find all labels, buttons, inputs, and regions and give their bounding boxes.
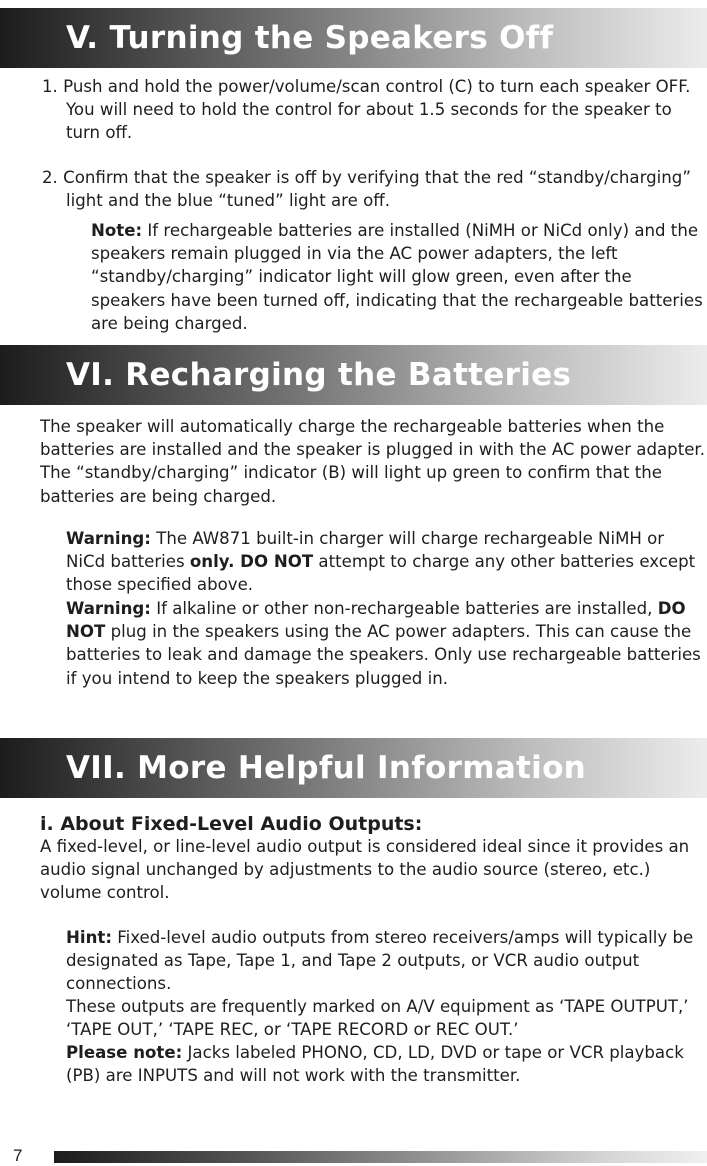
warning-2-text-a: If alkaline or other non-rechargeable batteries are installed, bbox=[150, 599, 658, 618]
step-2: 2. Confirm that the speaker is off by verifying that the red “standby/charging” light and the blue “tuned” light are off. bbox=[42, 168, 691, 211]
section-vi-title: VI. Recharging the Batteries bbox=[66, 357, 572, 393]
warning-2-label: Warning: bbox=[66, 599, 151, 618]
warning-2-emphasis: DO NOT bbox=[66, 599, 686, 642]
fixed-level-subheading: i. About Fixed-Level Audio Outputs: bbox=[40, 813, 423, 835]
fixed-level-intro: A fixed-level, or line-level audio output is considered ideal since it provides an audio signal unchanged by adjustments to the audio source (stereo, etc.) volume control. bbox=[40, 837, 690, 903]
warning-1-text-b: attempt to charge any other batteries except those specified above. bbox=[66, 552, 696, 595]
page-number: 7 bbox=[13, 1146, 23, 1165]
hint-text: Fixed-level audio outputs from stereo receivers/amps will typically be designated as Tape, Tape 1, and Tape 2 outputs, or VCR audio output connections. bbox=[66, 928, 694, 994]
warning-1-text-a: The AW871 built-in charger will charge rechargeable NiMH or NiCd batteries bbox=[66, 529, 665, 572]
section-v-title: V. Turning the Speakers Off bbox=[66, 20, 554, 56]
please-note-paragraph bbox=[66, 1041, 707, 1087]
hint-label: Hint: bbox=[66, 928, 112, 947]
warning-1 bbox=[66, 527, 707, 597]
note-text: If rechargeable batteries are installed (NiMH or NiCd only) and the speakers remain plugged in via the AC power adapters, the left “standby/charging” indicator light will glow green, even after the speakers have been turned off, indicating that the rechargeable batteries are being charged. bbox=[91, 221, 703, 333]
warning-1-emphasis: only. DO NOT bbox=[189, 552, 314, 572]
section-vii-title: VII. More Helpful Information bbox=[66, 750, 587, 786]
section-vi-intro: The speaker will automatically charge the rechargeable batteries when the batteries are installed and the speaker is plugged in with the AC power adapter. The “standby/charging” indicator (B) will light up green to confirm that the batteries are being charged. bbox=[40, 417, 705, 506]
footer-gradient-bar bbox=[54, 1151, 707, 1163]
section-vii-banner bbox=[0, 738, 707, 798]
please-note-text: Jacks labeled PHONO, CD, LD, DVD or tape or VCR playback (PB) are INPUTS and will not work with the transmitter. bbox=[66, 1043, 684, 1086]
step-1: 1. Push and hold the power/volume/scan control (C) to turn each speaker OFF. You will need to hold the control for about 1.5 seconds for the speaker to turn off. bbox=[42, 77, 691, 143]
section-vi-banner bbox=[0, 345, 707, 405]
warning-1-label: Warning: bbox=[66, 529, 151, 548]
section-v-banner bbox=[0, 8, 707, 68]
note-label: Note: bbox=[91, 221, 143, 240]
note-paragraph bbox=[91, 219, 705, 335]
hint-paragraph bbox=[66, 926, 707, 996]
warning-2-text-b: plug in the speakers using the AC power adapters. This can cause the batteries to leak and damage the speakers. Only use rechargeable batteries if you intend to keep the speakers plugged in. bbox=[66, 622, 701, 688]
please-note-label: Please note: bbox=[66, 1043, 183, 1062]
outputs-marked-text: These outputs are frequently marked on A/V equipment as ‘TAPE OUTPUT,’ ‘TAPE OUT,’ ‘TAPE REC, or ‘TAPE RECORD or REC OUT.’ bbox=[66, 997, 689, 1040]
warning-2 bbox=[66, 597, 707, 690]
